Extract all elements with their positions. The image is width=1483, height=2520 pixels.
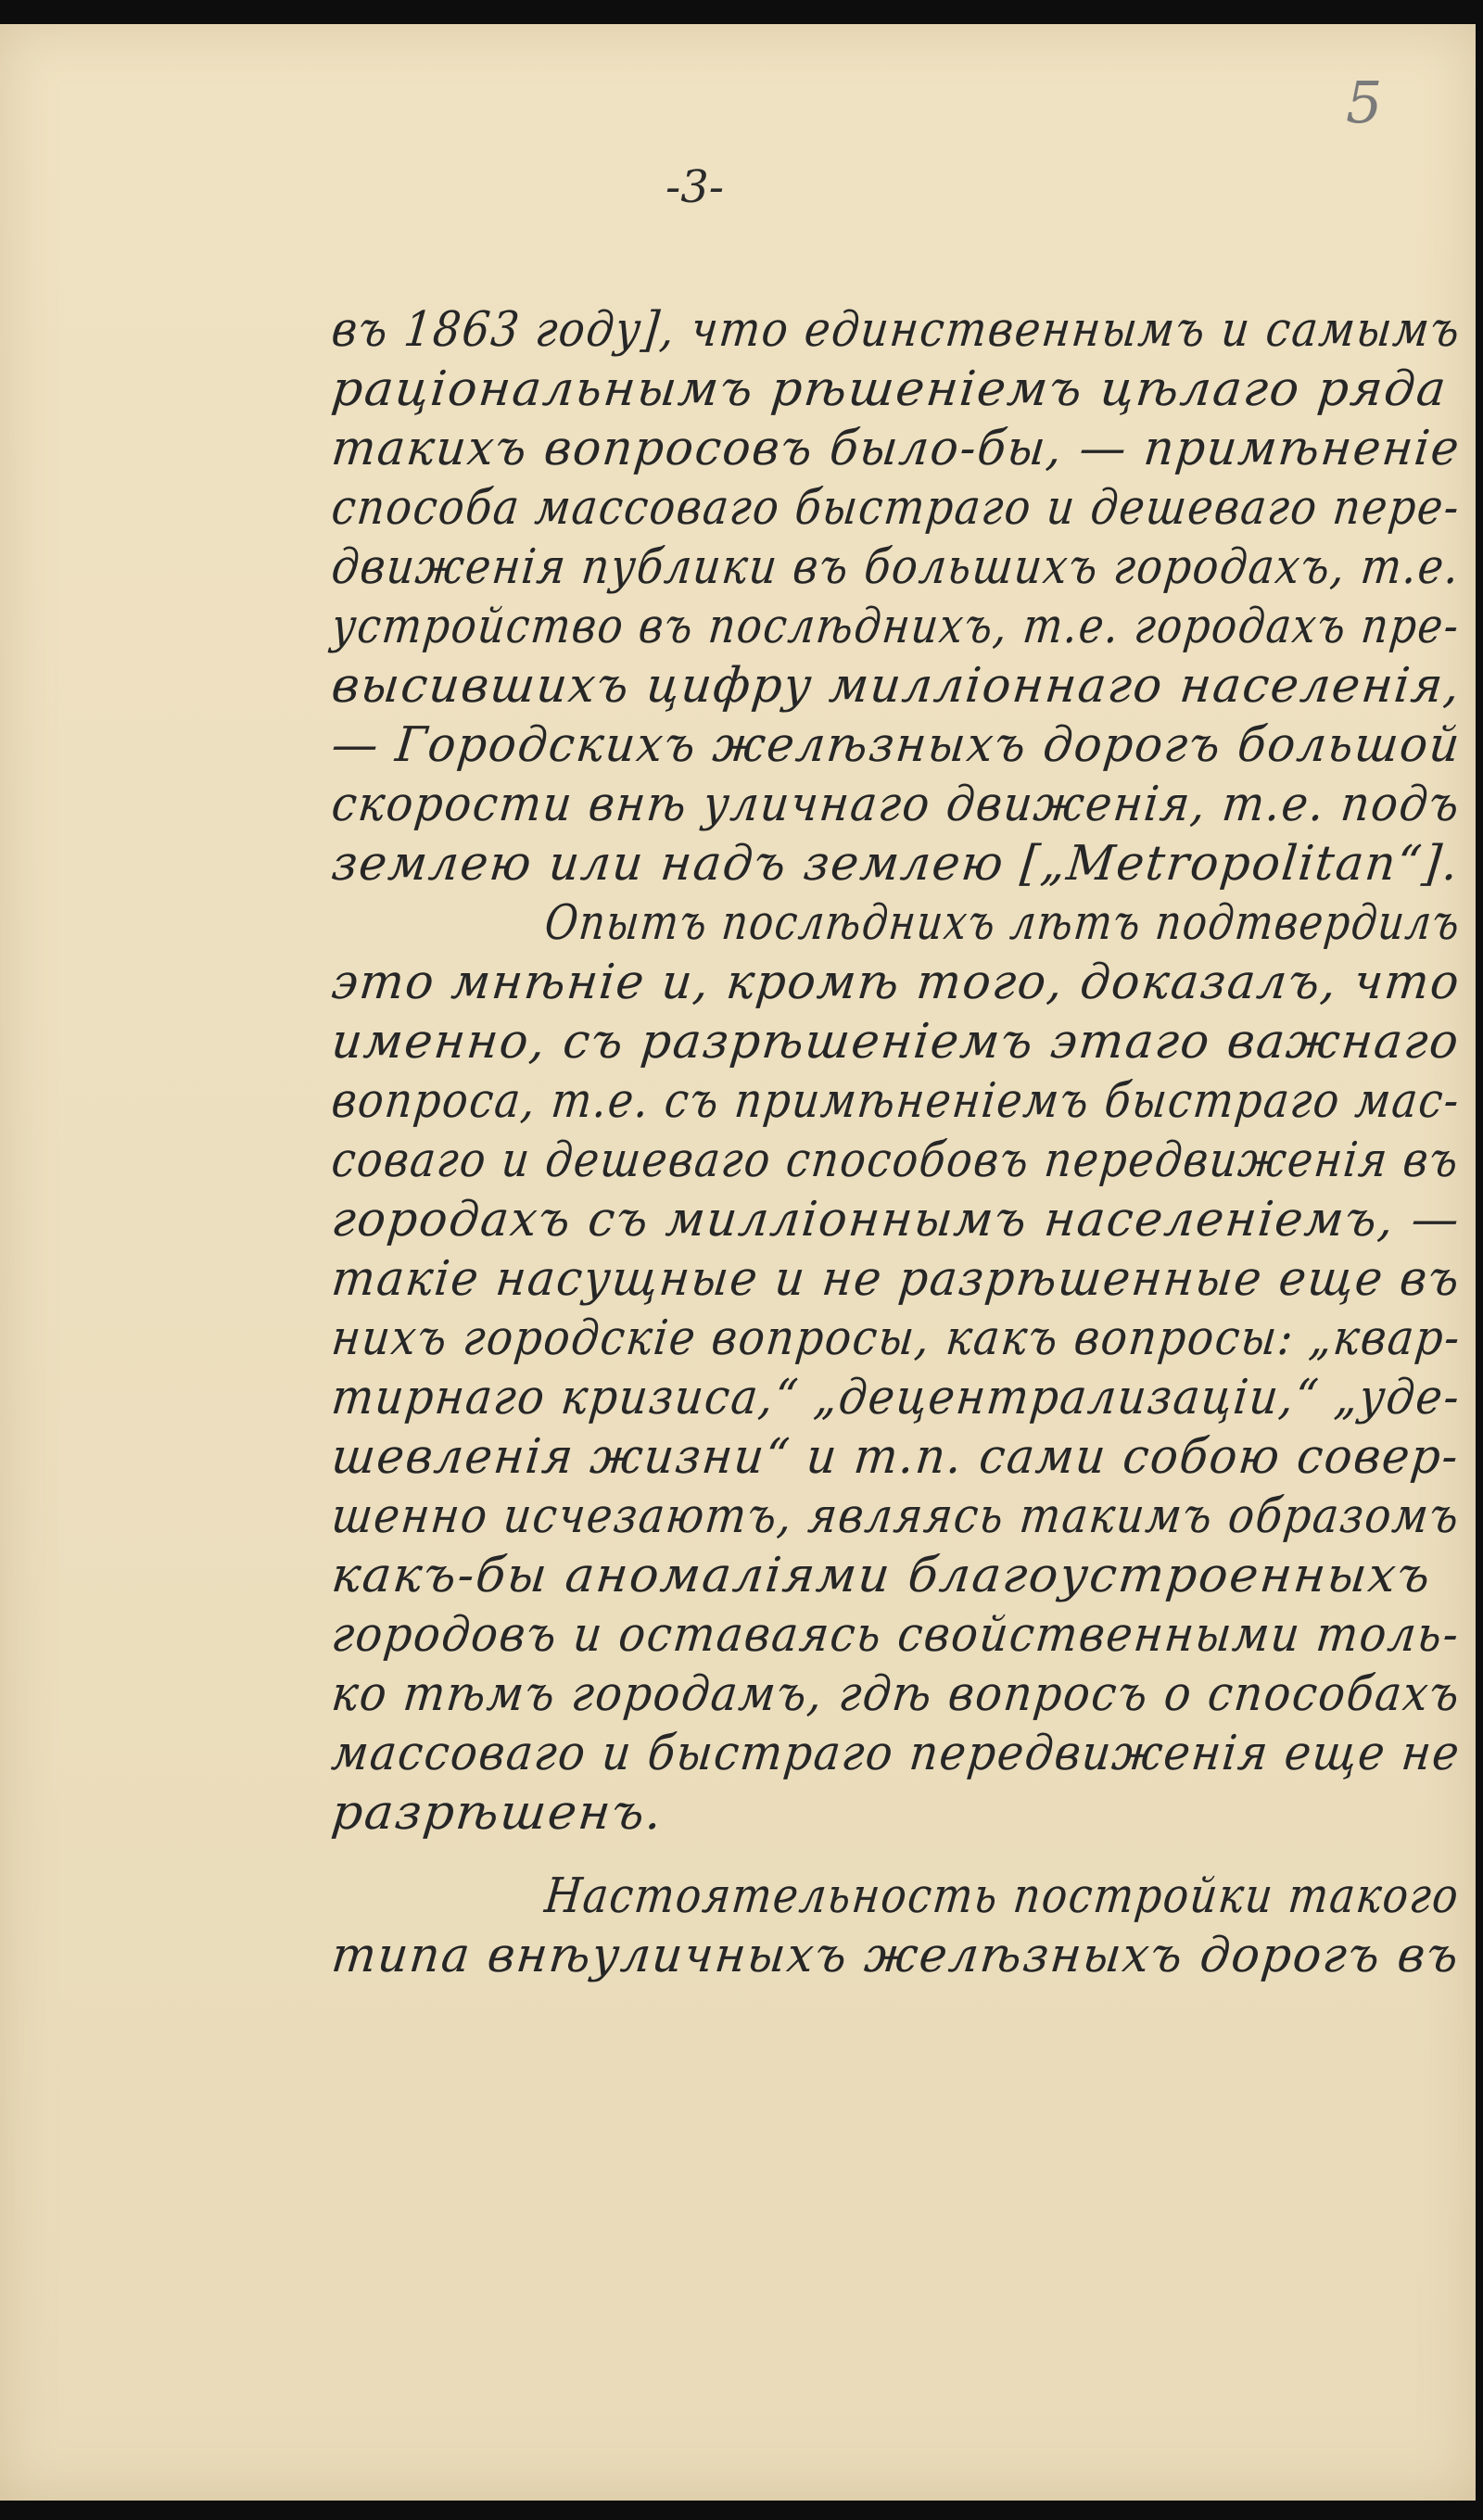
text-line: это мнѣніе и, кромѣ того, доказалъ, что bbox=[329, 955, 1464, 1010]
text-line: городовъ и оставаясь свойственными толь- bbox=[329, 1607, 1464, 1663]
text-line: движенія публики въ большихъ городахъ, т.е. bbox=[329, 539, 1464, 595]
page-number: -3- bbox=[665, 161, 724, 213]
text-line: Опытъ послѣднихъ лѣтъ подтвердилъ bbox=[542, 895, 1464, 951]
text-line: шевленія жизни“ и т.п. сами собою совер- bbox=[329, 1429, 1463, 1485]
text-line: раціональнымъ рѣшеніемъ цѣлаго ряда bbox=[329, 361, 1451, 417]
text-line: высившихъ цифру милліоннаго населенія, bbox=[329, 658, 1464, 714]
text-line: такихъ вопросовъ было-бы, — примѣненіе bbox=[329, 421, 1464, 476]
text-line: такіе насущные и не разрѣшенные еще въ bbox=[329, 1251, 1464, 1307]
text-line: шенно исчезаютъ, являясь такимъ образомъ bbox=[329, 1488, 1464, 1544]
text-line: какъ-бы аномаліями благоустроенныхъ bbox=[329, 1548, 1435, 1603]
text-line: нихъ городскіе вопросы, какъ вопросы: „квар- bbox=[329, 1311, 1464, 1366]
text-line: массоваго и быстраго передвиженія еще не bbox=[329, 1726, 1464, 1781]
text-line: городахъ съ милліоннымъ населеніемъ, — bbox=[329, 1192, 1464, 1247]
text-line: типа внѣуличныхъ желѣзныхъ дорогъ въ bbox=[329, 1928, 1463, 1983]
text-line: соваго и дешеваго способовъ передвиженія въ bbox=[329, 1133, 1463, 1188]
text-line: скорости внѣ уличнаго движенія, т.е. подъ bbox=[329, 777, 1464, 832]
text-line: вопроса, т.е. съ примѣненіемъ быстраго мас- bbox=[329, 1073, 1464, 1129]
text-line: тирнаго кризиса,“ „децентрализаціи,“ „уде- bbox=[329, 1370, 1464, 1425]
text-line: разрѣшенъ. bbox=[329, 1785, 666, 1841]
text-line: ко тѣмъ городамъ, гдѣ вопросъ о способахъ bbox=[329, 1666, 1464, 1722]
text-line: устройство въ послѣднихъ, т.е. городахъ пре- bbox=[329, 599, 1464, 654]
text-line: именно, съ разрѣшеніемъ этаго важнаго bbox=[329, 1014, 1463, 1070]
archive-folio-number: 5 bbox=[1346, 69, 1383, 136]
text-line: способа массоваго быстраго и дешеваго пере- bbox=[329, 480, 1464, 536]
manuscript-page bbox=[0, 24, 1476, 2501]
text-line: въ 1863 году], что единственнымъ и самымъ bbox=[329, 302, 1464, 358]
text-line: Настоятельность постройки такого bbox=[542, 1868, 1463, 1924]
text-line: землею или надъ землею [„Metropolitan“]. bbox=[329, 836, 1463, 892]
text-line: — Городскихъ желѣзныхъ дорогъ большой bbox=[329, 717, 1464, 773]
